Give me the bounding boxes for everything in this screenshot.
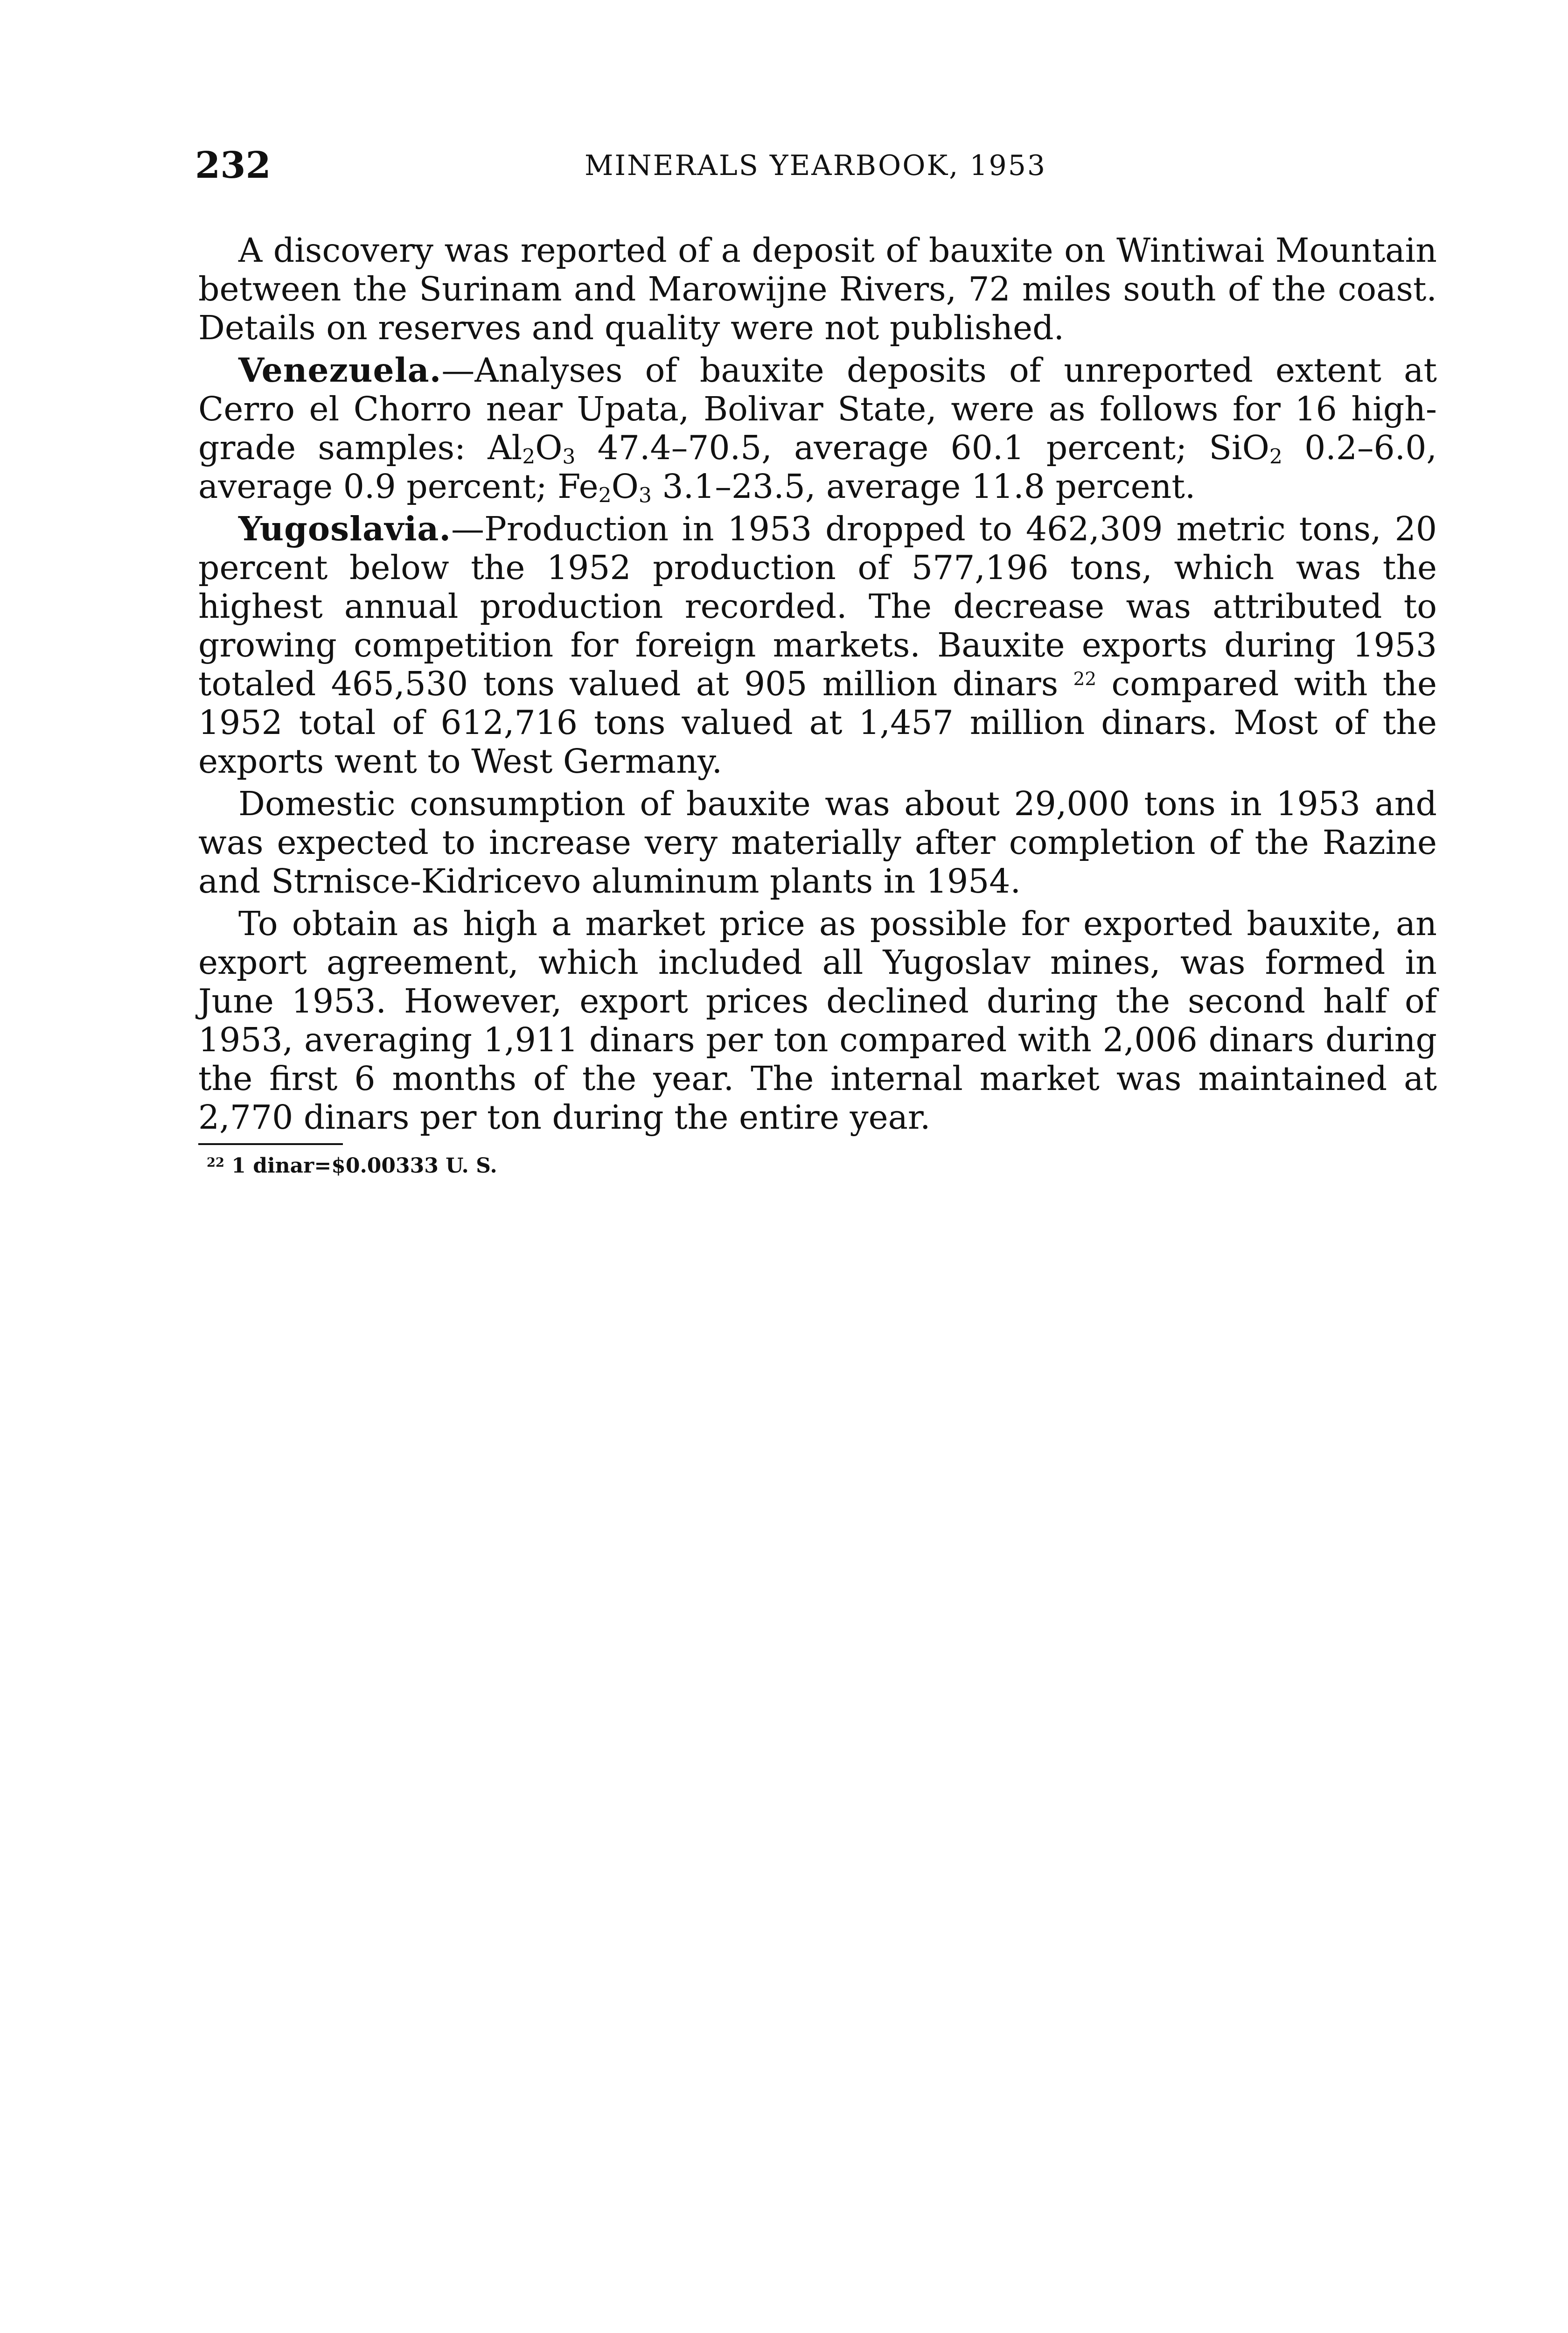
iron-oxide-oxygen: O xyxy=(611,467,639,506)
footnote xyxy=(198,1153,1437,1179)
page-number: 232 xyxy=(195,144,271,187)
paragraph-export-agreement: To obtain as high a market price as possible for exported bauxite, an export agreement, which included all Yugoslav mines, was formed in June 1953. However, export prices declined during the second half of 1953, averaging 1,911 dinars per ton compared with 2,006 dinars during the first 6 months of the year. The internal market was maintained at 2,770 dinars per ton during the entire year. xyxy=(198,904,1437,1137)
alumina-subscript-3: 3 xyxy=(562,445,576,469)
body-text xyxy=(198,231,1437,1179)
footnote-reference: 22 xyxy=(1073,669,1097,690)
country-heading-venezuela: Venezuela. xyxy=(238,350,442,390)
footnote-text: 1 dinar=$0.00333 U. S. xyxy=(224,1154,497,1178)
alumina-subscript-2: 2 xyxy=(522,445,536,469)
country-heading-yugoslavia: Yugoslavia. xyxy=(238,509,452,548)
iron-oxide-subscript-3: 3 xyxy=(638,483,652,508)
page-header xyxy=(195,145,1436,187)
paragraph-venezuela xyxy=(198,351,1437,506)
venezuela-text-3: 0.2–6.0, average 0.9 percent; Fe xyxy=(198,428,1437,506)
yugoslavia-text-1: —Production in 1953 dropped to 462,309 metric tons, 20 percent below the 1952 production of 577,196 tons, which was the highest annual production recorded. The decrease was attributed to growing competition for foreign markets. Bauxite exports during 1953 totaled 465,530 tons valued at 905 million dinars xyxy=(198,510,1437,703)
venezuela-text-1: —Analyses of bauxite deposits of unreported extent at Cerro el Chorro near Upata, Bolivar State, were as follows for 16 high-grade samples: Al xyxy=(198,351,1437,467)
yugoslavia-text-2: compared with the 1952 total of 612,716 tons valued at 1,457 million dinars. Most of the exports went to West Germany. xyxy=(198,664,1437,781)
alumina-oxygen: O xyxy=(535,428,563,467)
running-head: MINERALS YEARBOOK, 1953 xyxy=(584,149,1047,182)
iron-oxide-subscript-2: 2 xyxy=(598,483,612,508)
footnote-divider xyxy=(198,1143,343,1145)
venezuela-text-2: 47.4–70.5, average 60.1 percent; SiO xyxy=(575,428,1269,467)
footnote-number: 22 xyxy=(207,1155,224,1170)
venezuela-text-4: 3.1–23.5, average 11.8 percent. xyxy=(651,467,1196,506)
paragraph-wintiwai: A discovery was reported of a deposit of bauxite on Wintiwai Mountain between the Surinam and Marowijne Rivers, 72 miles south of the coast. Details on reserves and quality were not published. xyxy=(198,231,1437,347)
paragraph-yugoslavia xyxy=(198,510,1437,781)
silica-subscript-2: 2 xyxy=(1269,445,1282,469)
paragraph-domestic-consumption: Domestic consumption of bauxite was about 29,000 tons in 1953 and was expected to increase very materially after completion of the Razine and Strnisce-Kidricevo aluminum plants in 1954. xyxy=(198,784,1437,901)
